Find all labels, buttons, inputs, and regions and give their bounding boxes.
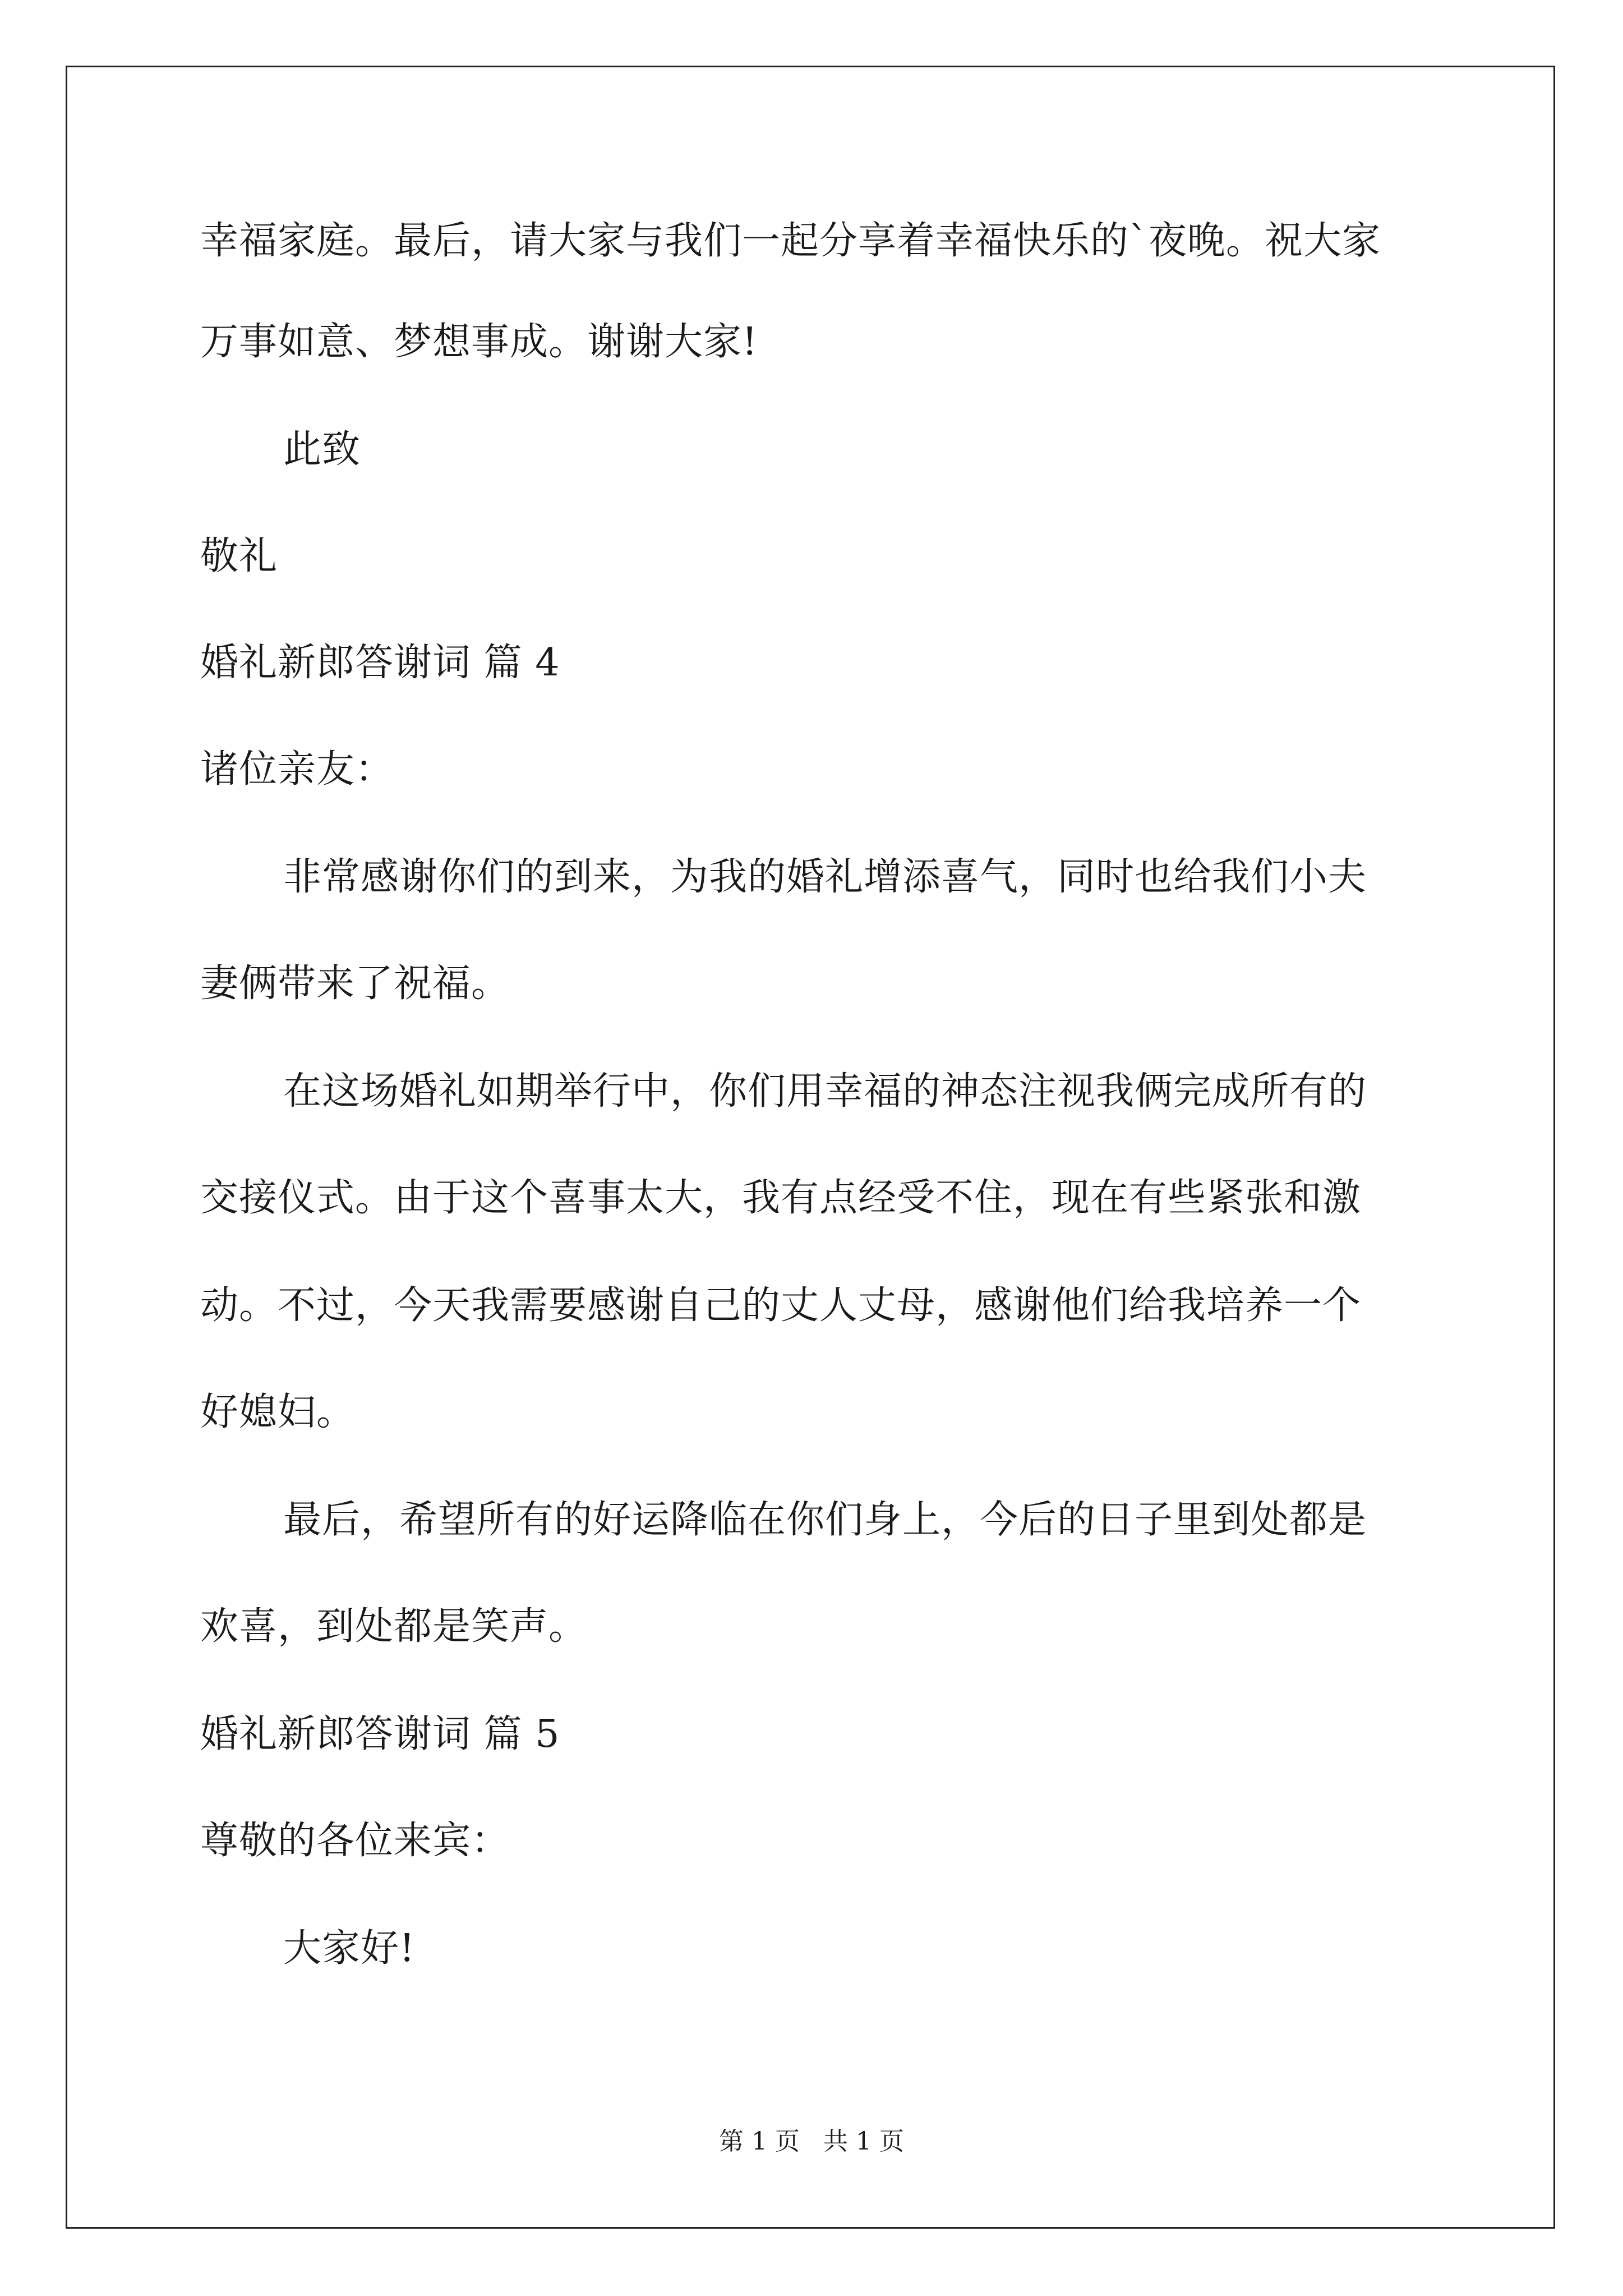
section-heading: 婚礼新郎答谢词 篇 5 [200,1712,560,1756]
paragraph-line: 大家好! [283,1926,416,1971]
paragraph-line: 最后，希望所有的好运降临在你们身上，今后的日子里到处都是 [283,1498,1367,1542]
salutation: 诸位亲友： [200,747,394,792]
closing-line: 此致 [283,427,361,472]
paragraph-line: 幸福家庭。最后，请大家与我们一起分享着幸福快乐的`夜晚。祝大家 [200,219,1381,263]
page-footer: 第 1 页 共 1 页 [719,2127,904,2156]
paragraph-line: 妻俩带来了祝福。 [200,961,510,1006]
section-heading: 婚礼新郎答谢词 篇 4 [200,641,560,685]
closing-line: 敬礼 [200,534,278,578]
paragraph-line: 欢喜，到处都是笑声。 [200,1604,588,1649]
page-border [66,66,1555,2229]
paragraph-line: 在这场婚礼如期举行中，你们用幸福的神态注视我俩完成所有的 [283,1069,1367,1114]
paragraph-line: 动。不过，今天我需要感谢自己的丈人丈母，感谢他们给我培养一个 [200,1283,1362,1328]
paragraph-line: 万事如意、梦想事成。谢谢大家! [200,320,758,364]
paragraph-line: 非常感谢你们的到来，为我的婚礼增添喜气，同时也给我们小夫 [283,855,1367,899]
salutation: 尊敬的各位来宾： [200,1819,510,1863]
paragraph-line: 好媳妇。 [200,1390,356,1434]
paragraph-line: 交接仪式。由于这个喜事太大，我有点经受不住，现在有些紧张和激 [200,1176,1362,1220]
